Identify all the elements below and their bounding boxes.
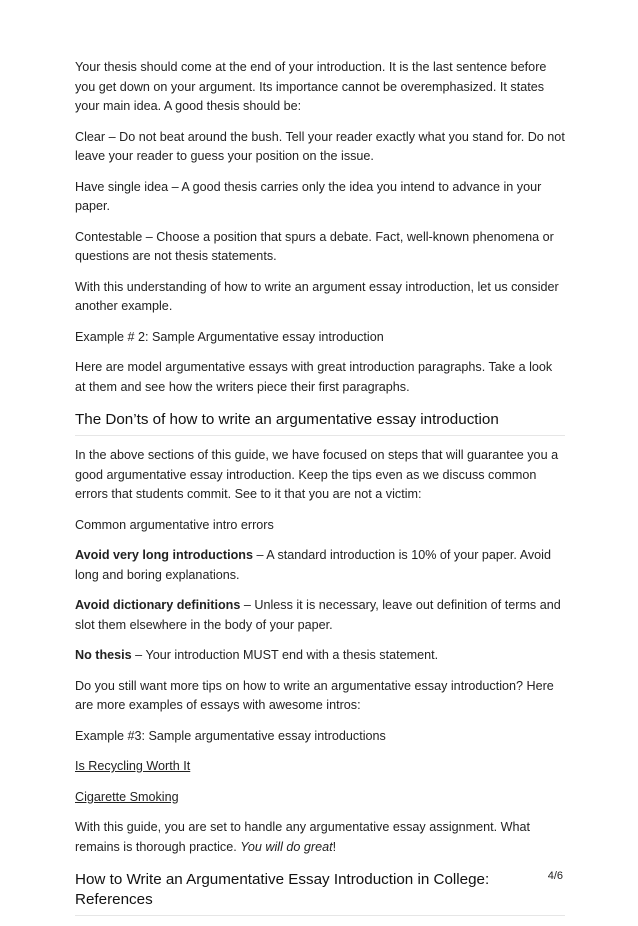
understanding-paragraph: With this understanding of how to write an argument essay introduction, let us consider another example. [75, 279, 559, 313]
error-text: – A standard introduction is 10% of your paper. Avoid long and boring explanations. [75, 548, 551, 582]
link-is-recycling-worth-it[interactable]: Is Recycling Worth It [75, 759, 191, 773]
contestable-paragraph: Contestable – Choose a position that spurs a debate. Fact, well-known phenomena or questions are not thesis statements. [75, 229, 554, 263]
example-3-label: Example #3: Sample argumentative essay introductions [75, 728, 386, 743]
thesis-paragraph: Your thesis should come at the end of your introduction. It is the last sentence before you get down on your argument. Its importance cannot be overemphasized. It states your main idea. A good thesis should be: [75, 60, 547, 113]
model-essays-paragraph: Here are model argumentative essays with great introduction paragraphs. Take a look at them and see how the writers piece their first paragraphs. [75, 360, 553, 394]
closing-emphasis: You will do great [240, 839, 333, 854]
closing-text: With this guide, you are set to handle any argumentative essay assignment. What remains is thorough practice. [75, 820, 531, 854]
example-2-label: Example # 2: Sample Argumentative essay introduction [75, 329, 384, 344]
donts-heading: The Don’ts of how to write an argumentative essay introduction [75, 410, 565, 436]
error-dictionary [75, 596, 565, 635]
donts-intro-paragraph: In the above sections of this guide, we have focused on steps that will guarantee you a good argumentative essay introduction. Keep the tips even as we discuss common errors that students commit. See to it that you are not a victim: [75, 448, 559, 501]
error-text: – Your introduction MUST end with a thesis statement. [131, 648, 439, 662]
error-term: Avoid very long introductions [75, 548, 253, 562]
clear-paragraph: Clear – Do not beat around the bush. Tell your reader exactly what you stand for. Do not leave your reader to guess your position on the issue. [75, 129, 565, 163]
more-tips-paragraph: Do you still want more tips on how to write an argumentative essay introduction? Here are more examples of essays with awesome intros: [75, 678, 554, 712]
link-paragraph-smoking [75, 788, 565, 808]
closing-end: ! [332, 839, 337, 854]
link-paragraph-recycling [75, 757, 565, 777]
document-page [75, 58, 565, 926]
common-errors-subheading: Common argumentative intro errors [75, 517, 274, 532]
single-idea-paragraph: Have single idea – A good thesis carries only the idea you intend to advance in your paper. [75, 179, 542, 213]
references-heading: How to Write an Argumentative Essay Introduction in College: References [75, 870, 565, 916]
error-no-thesis [75, 646, 565, 666]
link-cigarette-smoking[interactable]: Cigarette Smoking [75, 789, 179, 804]
error-text: – Unless it is necessary, leave out definition of terms and slot them elsewhere in the body of your paper. [75, 598, 561, 632]
error-term: No thesis [75, 648, 132, 662]
error-term: Avoid dictionary definitions [75, 598, 241, 612]
closing-paragraph [75, 818, 565, 857]
error-long-intro [75, 546, 565, 585]
page-number: 4/6 [547, 870, 563, 882]
